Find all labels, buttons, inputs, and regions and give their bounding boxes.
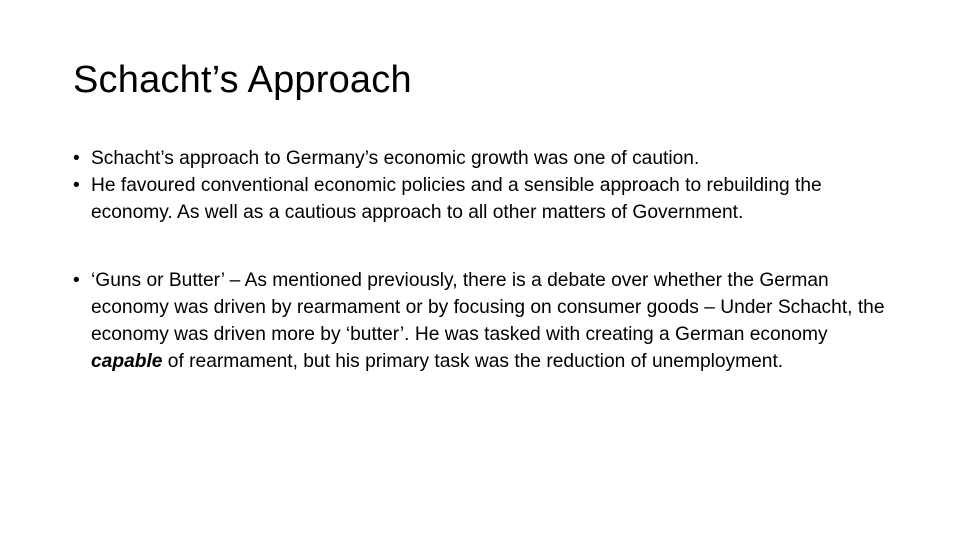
bullet-item-3 xyxy=(73,267,903,375)
bullet-text-1: Schacht’s approach to Germany’s economic growth was one of caution. xyxy=(91,148,700,169)
spacer xyxy=(73,226,903,267)
bullet-item-1 xyxy=(73,145,903,172)
bullet-marker: • xyxy=(73,175,80,196)
slide-title: Schacht’s Approach xyxy=(73,59,412,101)
bullet-item-2 xyxy=(73,172,903,226)
bullet-text-2: He favoured conventional economic policies and a sensible approach to rebuilding the economy. As well as a cautious approach to all other matters of Government. xyxy=(91,175,822,223)
bullet-marker: • xyxy=(73,270,80,291)
slide-body xyxy=(73,145,903,375)
bullet-marker: • xyxy=(73,148,80,169)
emphasis-word: capable xyxy=(91,351,163,372)
bullet-text-3-end: of rearmament, but his primary task was the reduction of unemployment. xyxy=(162,351,784,372)
bullet-text-3-start: ‘Guns or Butter’ – As mentioned previously, there is a debate over whether the German economy was driven by rearmament or by focusing on consumer goods – Under Schacht, the economy was driven more by ‘butter’. He was tasked with creating a German economy xyxy=(91,270,885,345)
